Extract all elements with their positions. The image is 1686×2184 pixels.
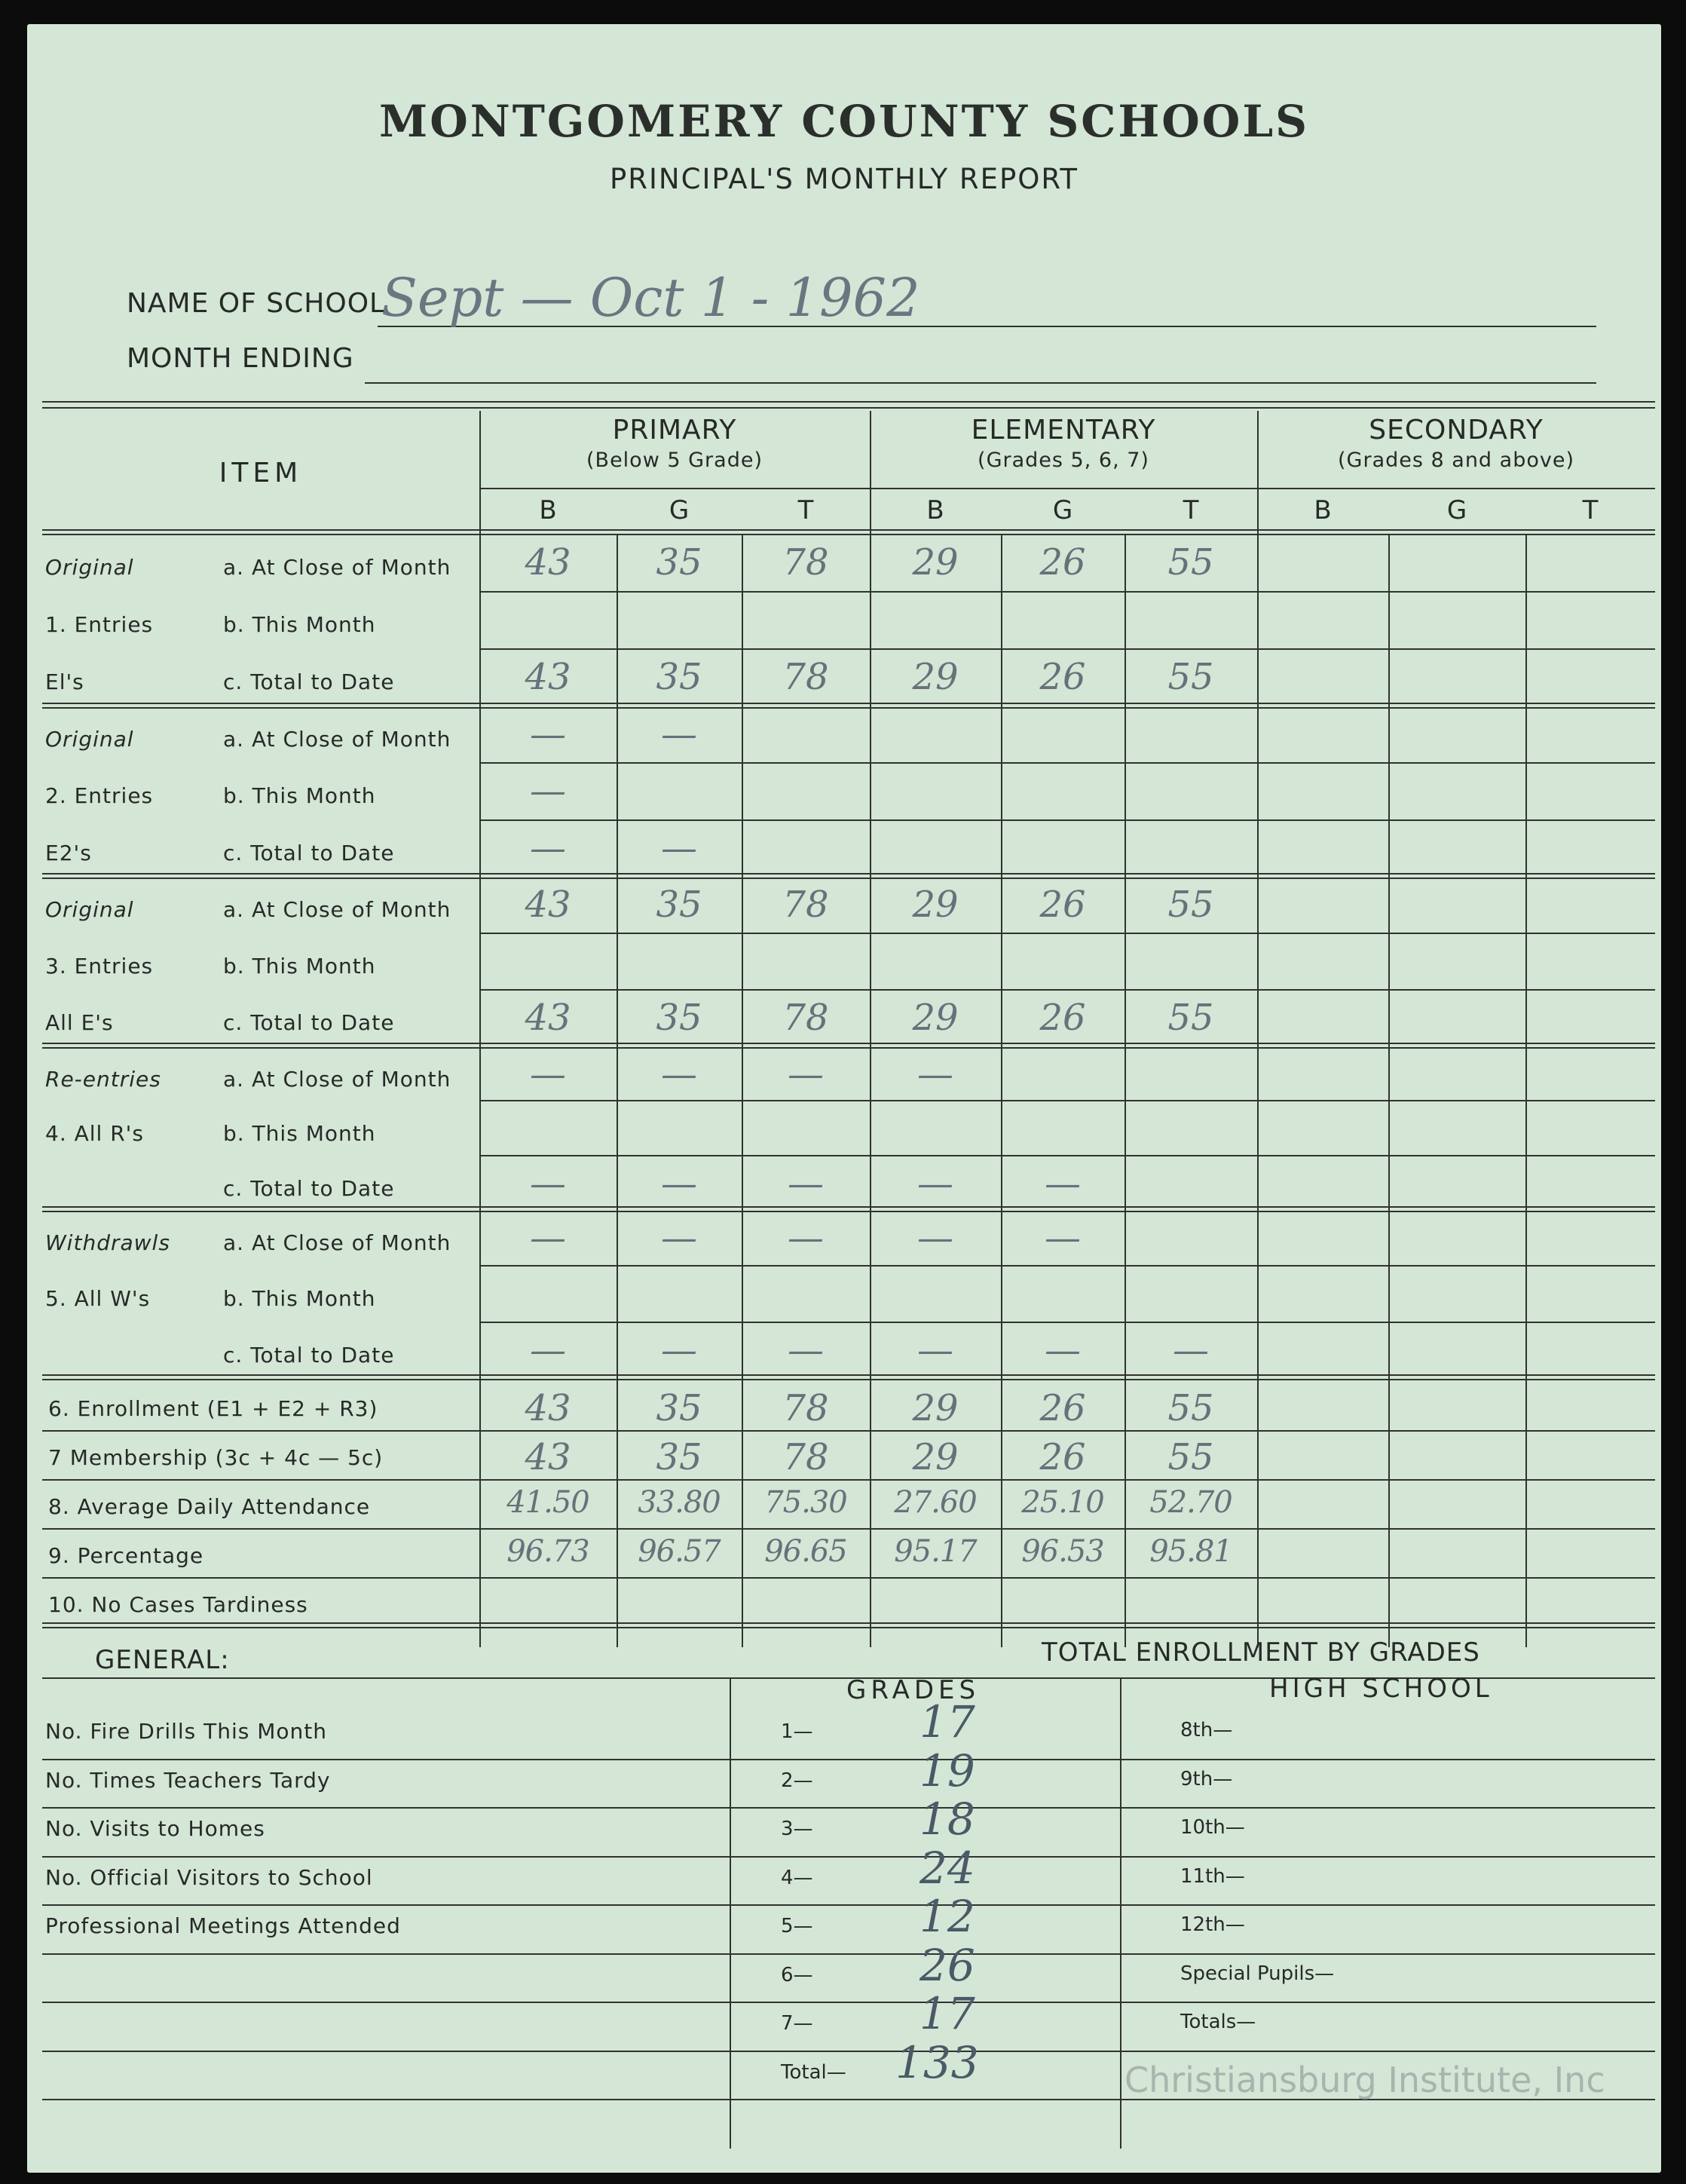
general-row-rule bbox=[42, 1953, 1655, 1955]
section-5-row-c: c. Total to Date bbox=[223, 1342, 395, 1368]
entry-cell[interactable]: — bbox=[661, 1328, 697, 1371]
section-2-label: Original bbox=[45, 727, 134, 752]
entry-cell[interactable]: 26 bbox=[1039, 997, 1086, 1039]
grade-value[interactable]: 26 bbox=[919, 1939, 975, 1991]
general-item: Professional Meetings Attended bbox=[45, 1913, 401, 1938]
col-header-g: G bbox=[1052, 495, 1073, 525]
entry-cell[interactable]: — bbox=[661, 1162, 697, 1205]
section-4-label: 4. All R's bbox=[45, 1121, 144, 1147]
entry-cell[interactable]: — bbox=[530, 1053, 566, 1095]
section-4-label: Re-entries bbox=[45, 1067, 161, 1092]
entry-cell[interactable]: 78 bbox=[782, 884, 829, 926]
entry-cell[interactable]: 29 bbox=[912, 541, 959, 584]
entry-cell[interactable]: 43 bbox=[525, 884, 571, 926]
row-rule bbox=[42, 1528, 1655, 1530]
entry-cell[interactable]: 35 bbox=[656, 997, 702, 1039]
summary-cell[interactable]: 33.80 bbox=[638, 1485, 721, 1520]
summary-cell[interactable]: 78 bbox=[782, 1387, 829, 1429]
section-rule bbox=[42, 873, 1655, 875]
section-rule bbox=[42, 1211, 1655, 1212]
high-school-label: Special Pupils— bbox=[1180, 1962, 1335, 1985]
entry-cell[interactable]: — bbox=[530, 1328, 566, 1371]
general-row-rule bbox=[42, 1856, 1655, 1858]
entry-cell[interactable]: — bbox=[530, 1162, 566, 1205]
column-rule bbox=[1257, 411, 1259, 1647]
grade-label: 7— bbox=[781, 2012, 813, 2035]
entry-cell[interactable]: — bbox=[530, 713, 566, 755]
entry-cell[interactable]: 55 bbox=[1167, 884, 1214, 926]
summary-cell[interactable]: 96.65 bbox=[764, 1534, 847, 1569]
summary-row-label: 7 Membership (3c + 4c — 5c) bbox=[48, 1445, 384, 1470]
entry-cell[interactable]: — bbox=[917, 1162, 953, 1205]
grades-header: GRADES bbox=[846, 1675, 981, 1705]
section-4-row-a: a. At Close of Month bbox=[223, 1067, 451, 1092]
entry-cell[interactable]: — bbox=[661, 826, 697, 869]
entry-cell[interactable]: 55 bbox=[1167, 656, 1214, 698]
general-divider bbox=[730, 1677, 731, 2149]
entry-cell[interactable]: 26 bbox=[1039, 884, 1086, 926]
summary-row-label: 6. Enrollment (E1 + E2 + R3) bbox=[48, 1396, 378, 1421]
entry-cell[interactable]: 29 bbox=[912, 997, 959, 1039]
section-3-label: All E's bbox=[45, 1010, 114, 1035]
section-rule bbox=[42, 1047, 1655, 1049]
high-school-label: Totals— bbox=[1180, 2011, 1256, 2033]
entry-cell[interactable]: — bbox=[661, 1053, 697, 1095]
general-item: No. Times Teachers Tardy bbox=[45, 1767, 331, 1793]
grade-label: 6— bbox=[781, 1963, 813, 1986]
high-school-label: 12th— bbox=[1180, 1913, 1245, 1936]
entry-cell[interactable]: 35 bbox=[656, 656, 702, 698]
section-3-row-a: a. At Close of Month bbox=[223, 897, 451, 922]
summary-cell[interactable]: 29 bbox=[912, 1387, 959, 1429]
header-bottom-rule bbox=[42, 534, 1655, 535]
high-school-label: 11th— bbox=[1180, 1864, 1245, 1888]
col-header-t: T bbox=[1582, 495, 1599, 525]
section-1-label: 1. Entries bbox=[45, 612, 154, 637]
group-subtitle: (Grades 5, 6, 7) bbox=[978, 449, 1149, 472]
row-rule bbox=[42, 1577, 1655, 1579]
summary-cell[interactable]: 75.30 bbox=[764, 1485, 847, 1520]
watermark: Christiansburg Institute, Inc bbox=[1125, 2060, 1605, 2100]
entry-cell[interactable]: 29 bbox=[912, 656, 959, 698]
section-1-label: El's bbox=[45, 669, 84, 694]
entry-cell[interactable]: — bbox=[788, 1053, 824, 1095]
group-name: SECONDARY bbox=[1369, 415, 1544, 446]
row-rule bbox=[42, 1430, 1655, 1432]
entry-cell[interactable]: 43 bbox=[525, 656, 571, 698]
section-5-label: 5. All W's bbox=[45, 1286, 151, 1312]
entry-cell[interactable]: — bbox=[530, 770, 566, 813]
row-rule bbox=[42, 1479, 1655, 1481]
section-3-label: Original bbox=[45, 897, 134, 922]
high-school-label: 10th— bbox=[1180, 1816, 1245, 1839]
summary-cell[interactable]: 52.70 bbox=[1149, 1485, 1232, 1520]
summary-cell[interactable]: 96.73 bbox=[506, 1534, 589, 1569]
top-rule bbox=[42, 401, 1655, 403]
school-name-label: NAME OF SCHOOL bbox=[127, 288, 386, 319]
enrollment-title: TOTAL ENROLLMENT BY GRADES bbox=[1042, 1637, 1480, 1668]
summary-cell[interactable]: 55 bbox=[1167, 1436, 1214, 1478]
section-1-row-a: a. At Close of Month bbox=[223, 555, 451, 580]
section-4-row-c: c. Total to Date bbox=[223, 1175, 395, 1201]
entry-cell[interactable]: 55 bbox=[1167, 541, 1214, 584]
section-rule bbox=[42, 1379, 1655, 1380]
summary-cell[interactable]: 43 bbox=[525, 1387, 571, 1429]
entry-cell[interactable]: 29 bbox=[912, 884, 959, 926]
grade-value[interactable]: 17 bbox=[919, 1988, 975, 2039]
grade-label: 5— bbox=[781, 1915, 813, 1937]
summary-cell[interactable]: 26 bbox=[1039, 1387, 1086, 1429]
entry-cell[interactable]: — bbox=[530, 826, 566, 869]
top-rule bbox=[42, 407, 1655, 409]
grade-value[interactable]: 133 bbox=[895, 2036, 979, 2088]
summary-cell[interactable]: 43 bbox=[525, 1436, 571, 1478]
grade-label: 2— bbox=[781, 1769, 813, 1792]
entry-cell[interactable]: — bbox=[788, 1162, 824, 1205]
month-ending-label: MONTH ENDING bbox=[127, 343, 354, 374]
table-bottom-rule bbox=[42, 1627, 1655, 1628]
general-item: No. Fire Drills This Month bbox=[45, 1719, 328, 1744]
row-rule bbox=[479, 933, 1655, 934]
summary-cell[interactable]: 95.81 bbox=[1149, 1534, 1232, 1569]
entry-cell[interactable]: 35 bbox=[656, 884, 702, 926]
summary-cell[interactable]: 78 bbox=[782, 1436, 829, 1478]
row-rule bbox=[479, 591, 1655, 593]
general-row-rule bbox=[42, 1904, 1655, 1906]
high-school-label: 9th— bbox=[1180, 1767, 1233, 1790]
entry-cell[interactable]: 43 bbox=[525, 541, 571, 584]
general-row-rule bbox=[42, 1807, 1655, 1809]
col-header-b: B bbox=[539, 495, 557, 525]
col-header-b: B bbox=[1314, 495, 1332, 525]
section-4-row-b: b. This Month bbox=[223, 1121, 376, 1147]
section-2-row-c: c. Total to Date bbox=[223, 840, 395, 865]
group-header-1 bbox=[479, 415, 870, 472]
section-2-label: E2's bbox=[45, 840, 92, 865]
summary-cell[interactable]: 55 bbox=[1167, 1387, 1214, 1429]
grade-value[interactable]: 12 bbox=[919, 1891, 975, 1942]
entry-cell[interactable]: — bbox=[661, 713, 697, 755]
entry-cell[interactable]: — bbox=[788, 1328, 824, 1371]
section-1-row-c: c. Total to Date bbox=[223, 669, 395, 694]
grade-label: 3— bbox=[781, 1818, 813, 1840]
row-rule bbox=[479, 1322, 1655, 1323]
header-bottom-rule bbox=[42, 529, 1655, 531]
section-3-row-c: c. Total to Date bbox=[223, 1010, 395, 1035]
school-name-value[interactable]: Sept — Oct 1 - 1962 bbox=[381, 267, 920, 329]
section-rule bbox=[42, 703, 1655, 704]
col-header-g: G bbox=[1446, 495, 1467, 525]
entry-cell[interactable]: 35 bbox=[656, 541, 702, 584]
general-row-rule bbox=[42, 1759, 1655, 1760]
section-2-row-b: b. This Month bbox=[223, 783, 376, 809]
section-2-label: 2. Entries bbox=[45, 783, 154, 809]
form-title: MONTGOMERY COUNTY SCHOOLS bbox=[379, 96, 1309, 147]
summary-cell[interactable]: 41.50 bbox=[506, 1485, 589, 1520]
group-subtitle: (Below 5 Grade) bbox=[586, 449, 763, 472]
section-5-row-b: b. This Month bbox=[223, 1286, 376, 1312]
summary-cell[interactable]: 26 bbox=[1039, 1436, 1086, 1478]
section-3-label: 3. Entries bbox=[45, 954, 154, 979]
grade-label: 4— bbox=[781, 1866, 813, 1889]
entry-cell[interactable]: — bbox=[1173, 1328, 1209, 1371]
entry-cell[interactable]: 78 bbox=[782, 997, 829, 1039]
summary-cell[interactable]: 96.53 bbox=[1021, 1534, 1104, 1569]
summary-cell[interactable]: 29 bbox=[912, 1436, 959, 1478]
col-header-b: B bbox=[926, 495, 944, 525]
general-item: No. Official Visitors to School bbox=[45, 1864, 373, 1890]
high-school-header: HIGH SCHOOL bbox=[1269, 1674, 1493, 1704]
summary-cell[interactable]: 27.60 bbox=[894, 1485, 977, 1520]
general-row-rule bbox=[42, 2002, 1655, 2003]
grade-label: Total— bbox=[781, 2060, 846, 2084]
group-header-3 bbox=[1257, 415, 1655, 472]
month-ending-line bbox=[365, 382, 1596, 384]
section-5-label: Withdrawls bbox=[45, 1230, 170, 1255]
item-header: ITEM bbox=[219, 458, 303, 489]
entry-cell[interactable]: — bbox=[917, 1217, 953, 1259]
entry-cell[interactable]: — bbox=[917, 1053, 953, 1095]
general-label: GENERAL: bbox=[95, 1645, 230, 1675]
entry-cell[interactable]: — bbox=[788, 1217, 824, 1259]
row-rule bbox=[479, 648, 1655, 650]
row-rule bbox=[479, 1100, 1655, 1101]
general-row-rule bbox=[42, 2051, 1655, 2052]
row-rule bbox=[479, 762, 1655, 764]
entry-cell[interactable]: 43 bbox=[525, 997, 571, 1039]
summary-row-label: 8. Average Daily Attendance bbox=[48, 1494, 371, 1519]
grade-value[interactable]: 19 bbox=[919, 1744, 975, 1797]
section-rule bbox=[42, 1043, 1655, 1044]
section-3-row-b: b. This Month bbox=[223, 954, 376, 979]
group-name: ELEMENTARY bbox=[971, 415, 1156, 446]
entry-cell[interactable]: 26 bbox=[1039, 541, 1086, 584]
section-rule bbox=[42, 707, 1655, 709]
section-rule bbox=[42, 878, 1655, 879]
grade-value[interactable]: 18 bbox=[919, 1793, 975, 1845]
row-rule bbox=[479, 989, 1655, 991]
section-1-row-b: b. This Month bbox=[223, 612, 376, 637]
group-subtitle: (Grades 8 and above) bbox=[1338, 449, 1574, 472]
col-header-g: G bbox=[669, 495, 690, 525]
entry-cell[interactable]: 78 bbox=[782, 656, 829, 698]
summary-cell[interactable]: 35 bbox=[656, 1387, 702, 1429]
form-subtitle: PRINCIPAL'S MONTHLY REPORT bbox=[610, 163, 1079, 195]
section-5-row-a: a. At Close of Month bbox=[223, 1230, 451, 1255]
summary-row-label: 10. No Cases Tardiness bbox=[48, 1592, 308, 1617]
col-header-t: T bbox=[797, 495, 814, 525]
group-header-rule bbox=[479, 488, 1655, 489]
section-2-row-a: a. At Close of Month bbox=[223, 727, 451, 752]
grade-label: 1— bbox=[781, 1720, 813, 1743]
section-rule bbox=[42, 1206, 1655, 1208]
entry-cell[interactable]: — bbox=[530, 1217, 566, 1259]
row-rule bbox=[479, 1265, 1655, 1267]
entry-cell[interactable]: — bbox=[1045, 1217, 1081, 1259]
section-1-label: Original bbox=[45, 555, 134, 580]
summary-cell[interactable]: 35 bbox=[656, 1436, 702, 1478]
entry-cell[interactable]: 78 bbox=[782, 541, 829, 584]
grade-value[interactable]: 17 bbox=[919, 1696, 975, 1748]
entry-cell[interactable]: — bbox=[917, 1328, 953, 1371]
entry-cell[interactable]: — bbox=[1045, 1328, 1081, 1371]
summary-cell[interactable]: 96.57 bbox=[638, 1534, 721, 1569]
col-header-t: T bbox=[1183, 495, 1199, 525]
summary-cell[interactable]: 25.10 bbox=[1021, 1485, 1104, 1520]
row-rule bbox=[479, 819, 1655, 821]
group-header-2 bbox=[870, 415, 1257, 472]
entry-cell[interactable]: — bbox=[1045, 1162, 1081, 1205]
enrollment-divider bbox=[1120, 1677, 1121, 2149]
summary-row-label: 9. Percentage bbox=[48, 1543, 204, 1568]
entry-cell[interactable]: 26 bbox=[1039, 656, 1086, 698]
row-rule bbox=[479, 1155, 1655, 1156]
table-bottom-rule bbox=[42, 1622, 1655, 1624]
section-rule bbox=[42, 1374, 1655, 1376]
report-form bbox=[27, 24, 1661, 2173]
grade-value[interactable]: 24 bbox=[919, 1842, 975, 1894]
high-school-label: 8th— bbox=[1180, 1719, 1233, 1741]
general-item: No. Visits to Homes bbox=[45, 1816, 265, 1841]
entry-cell[interactable]: — bbox=[661, 1217, 697, 1259]
summary-cell[interactable]: 95.17 bbox=[894, 1534, 977, 1569]
entry-cell[interactable]: 55 bbox=[1167, 997, 1214, 1039]
group-name: PRIMARY bbox=[612, 415, 737, 446]
